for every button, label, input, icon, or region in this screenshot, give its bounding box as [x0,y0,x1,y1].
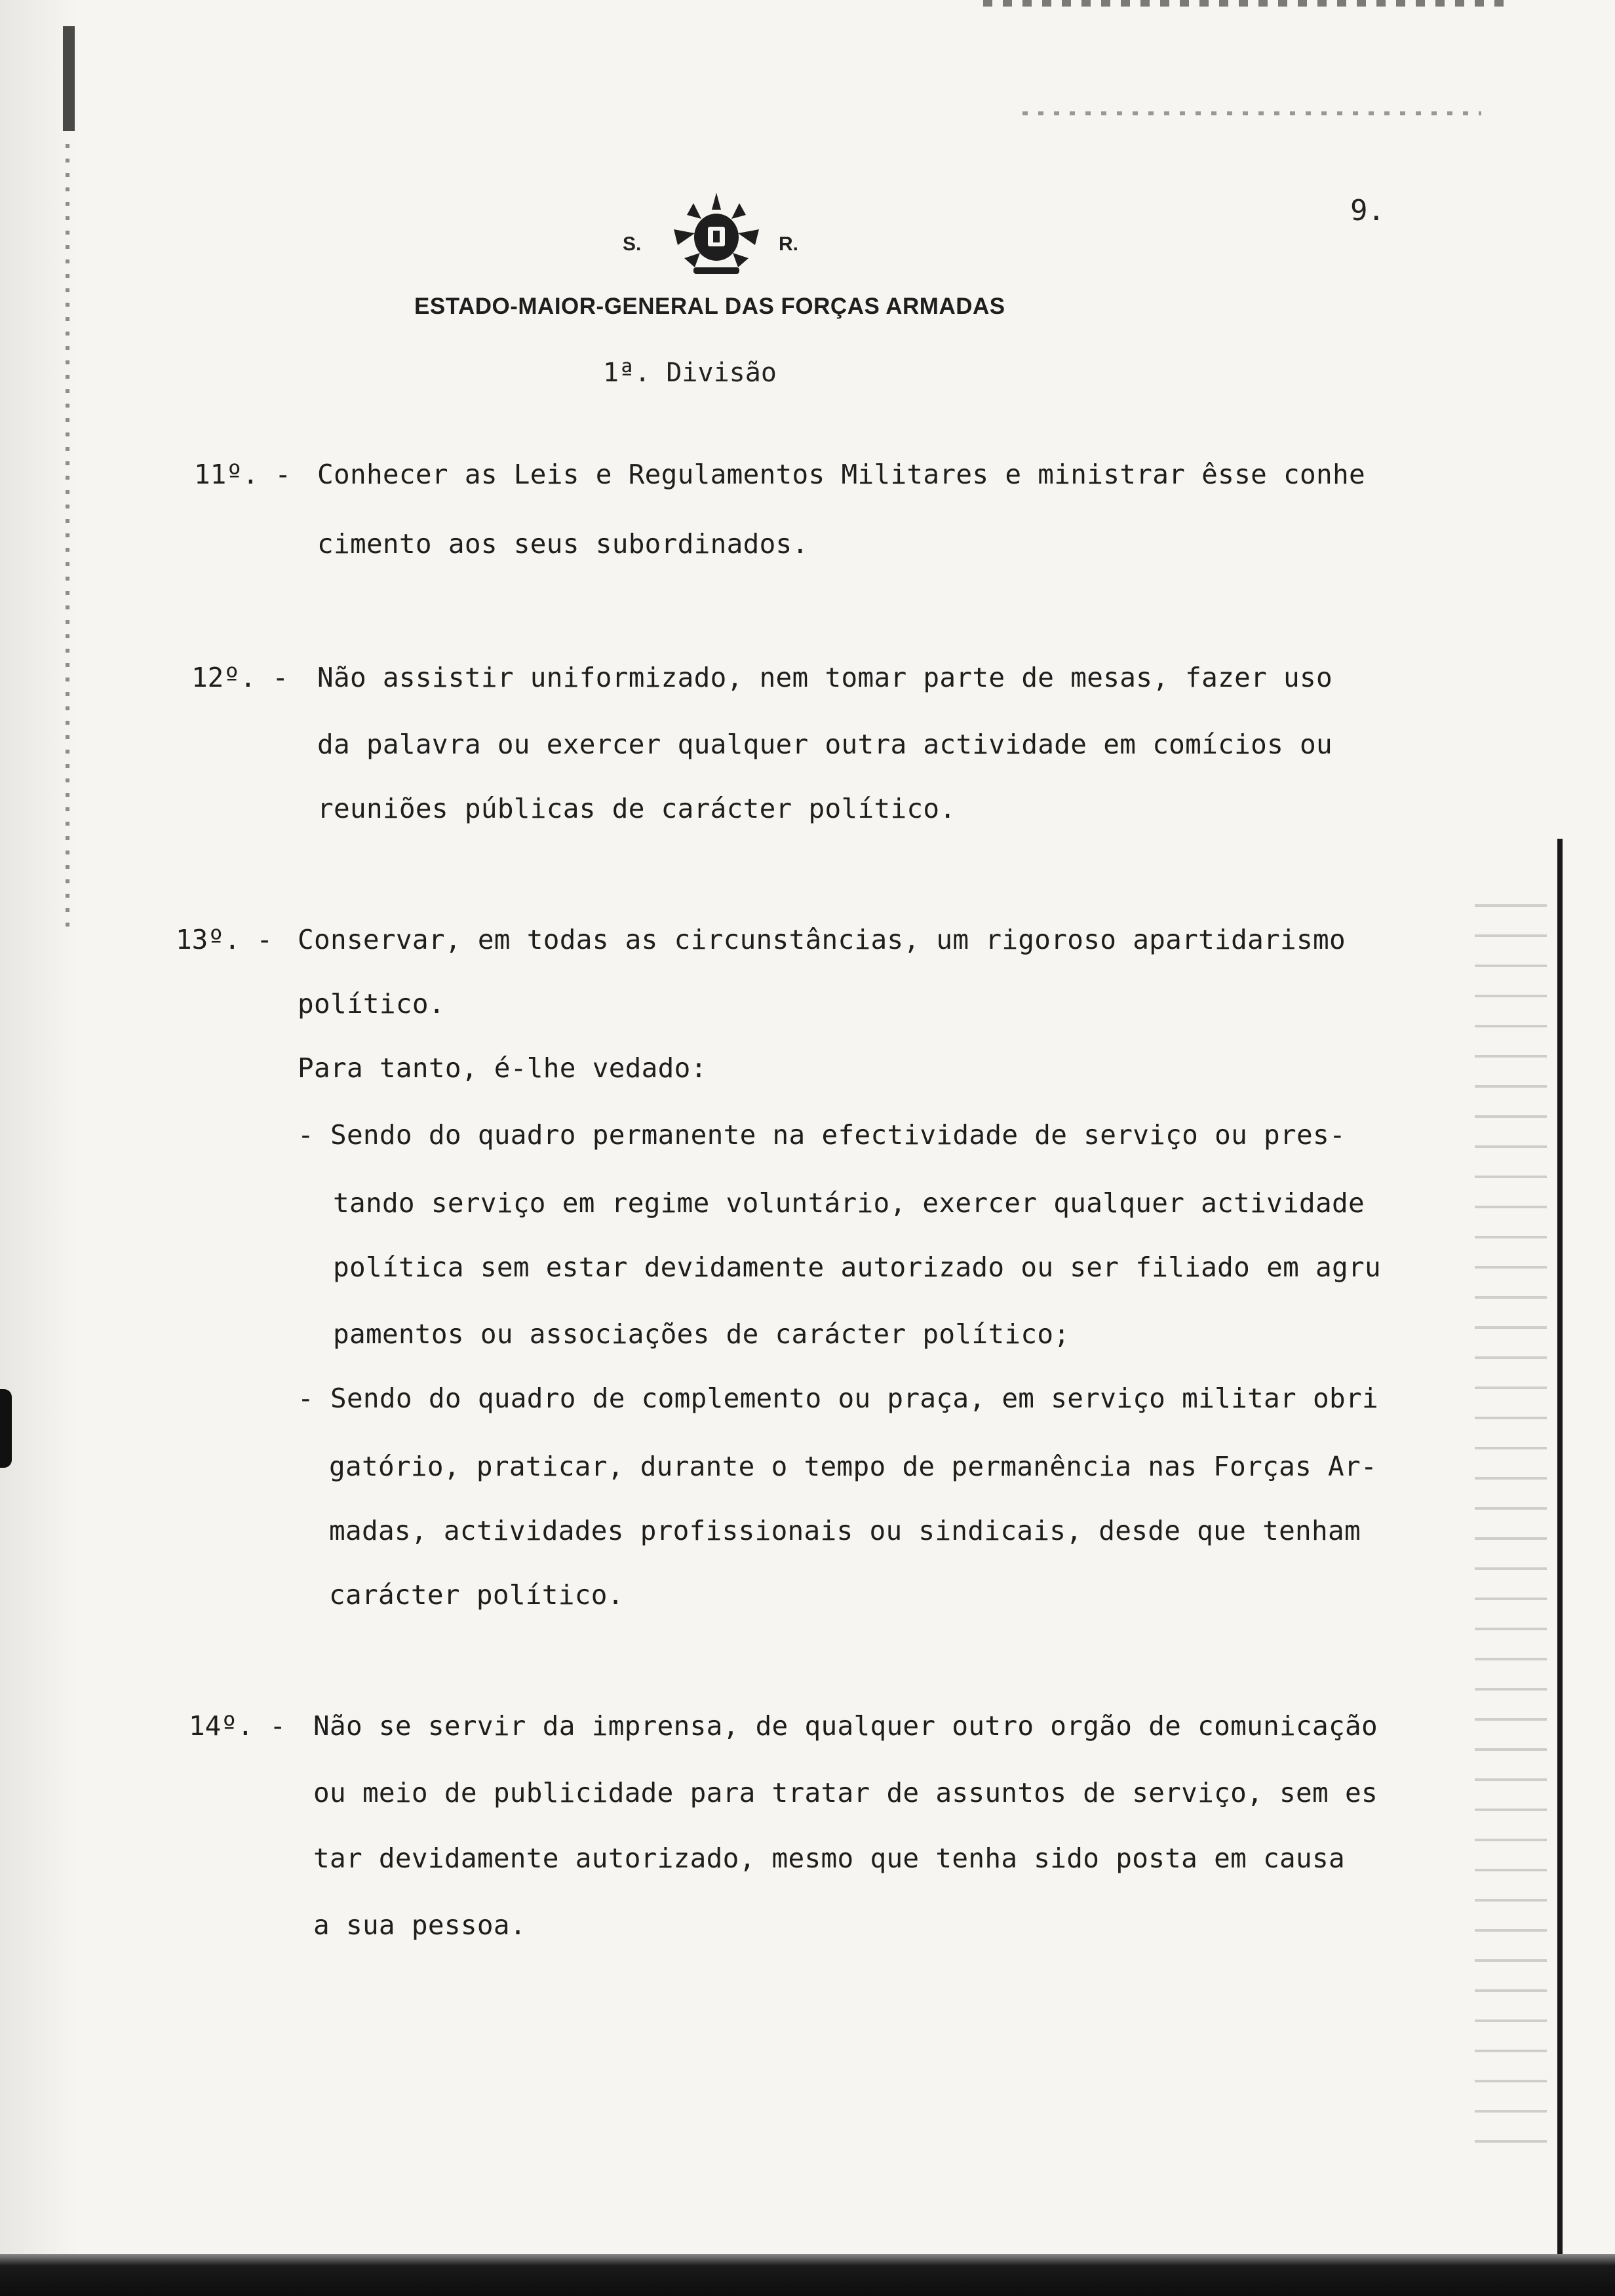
scan-top-noise-2 [1022,111,1481,115]
division-title: 1ª. Divisão [603,358,777,388]
page-number: 9. [1350,194,1385,227]
item-number: 11º. - [194,459,292,490]
item-line: da palavra ou exercer qualquer outra actividade em comícios ou [317,729,1333,760]
item-line: Não se servir da imprensa, de qualquer outro orgão de comunicação [313,1710,1378,1742]
scan-left-streak [63,26,75,131]
item-line: Para tanto, é-lhe vedado: [298,1052,707,1084]
scan-right-noise [1475,904,1547,2149]
sub-item-line: carácter político. [329,1579,624,1611]
sub-item-line: pamentos ou associações de carácter político; [333,1318,1070,1350]
sub-item-line: política sem estar devidamente autorizado ou ser filiado em agru [333,1252,1381,1283]
coat-of-arms-icon [661,190,772,282]
letterhead-crest [603,190,865,288]
item-line: tar devidamente autorizado, mesmo que tenha sido posta em causa [313,1843,1345,1874]
scan-right-rule [1557,839,1563,2254]
item-line: reuniões públicas de carácter político. [317,793,956,824]
scan-bottom-bar [0,2254,1615,2296]
item-number: 12º. - [191,662,289,693]
crest-right-letter: R. [779,233,798,255]
item-line: ou meio de publicidade para tratar de assuntos de serviço, sem es [313,1777,1378,1808]
institution-name: ESTADO-MAIOR-GENERAL DAS FORÇAS ARMADAS [414,294,1005,319]
item-line: Conhecer as Leis e Regulamentos Militares e ministrar êsse conhe [317,459,1365,490]
sub-item-line: - Sendo do quadro de complemento ou praça, em serviço militar obri [298,1383,1378,1414]
scan-left-blob [0,1389,12,1468]
item-line: Conservar, em todas as circunstâncias, um rigoroso apartidarismo [298,924,1346,955]
sub-item-line: tando serviço em regime voluntário, exercer qualquer actividade [333,1187,1365,1219]
sub-item-line: madas, actividades profissionais ou sindicais, desde que tenham [329,1515,1361,1546]
scan-top-noise [983,0,1508,7]
sub-item-line: gatório, praticar, durante o tempo de permanência nas Forças Ar- [329,1451,1377,1482]
item-number: 13º. - [176,924,273,955]
item-number: 14º. - [189,1710,286,1742]
item-line: Não assistir uniformizado, nem tomar parte de mesas, fazer uso [317,662,1333,693]
sub-item-line: - Sendo do quadro permanente na efectividade de serviço ou pres- [298,1119,1346,1151]
item-line: a sua pessoa. [313,1909,526,1941]
item-line: político. [298,988,445,1020]
item-line: cimento aos seus subordinados. [317,528,809,560]
scan-left-dashes [66,144,69,930]
crest-left-letter: S. [623,233,642,255]
